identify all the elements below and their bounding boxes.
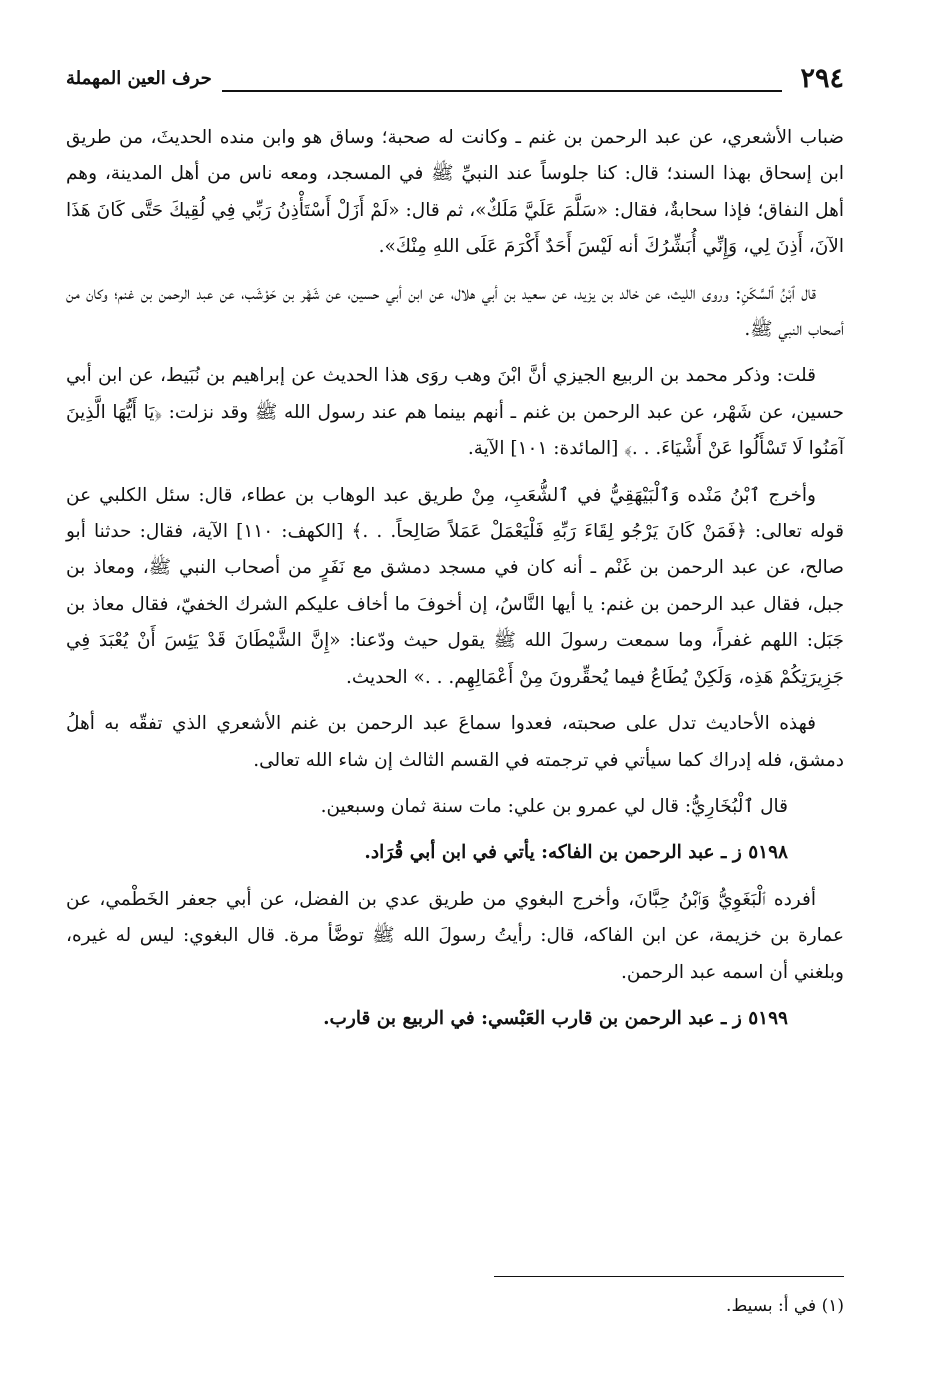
running-title: حرف العين المهملة <box>66 67 212 89</box>
paragraph: فهذه الأحاديث تدل على صحبته، فعدوا سماعَ عبد الرحمن بن غنم الأشعري الذي تفقّه به أهلُ دمشق، فله إدراك كما سيأتي في ترجمته في القسم الثالث إن شاء الله تعالى. <box>66 713 844 771</box>
paragraph: قال ٱلْبُخَارِيُّ: قال لي عمرو بن علي: مات سنة ثمان وسبعين. <box>320 795 788 817</box>
page-body <box>66 120 844 1047</box>
entry-heading: ٥١٩٩ ز ـ عبد الرحمن بن قارب العَبْسي: في الربيع بن قارب. <box>323 1007 788 1029</box>
paragraph: أفرده ٱلْبَغَوِيُّ وَٱبْنُ حِبَّانَ، وأخرج البغوي من طريق عدي بن الفضل، عن أبي جعفر الخَطْمي، عن عمارة بن خزيمة، عن ابن الفاكه، قال: رأيتُ رسولَ الله ﷺ توضَّأ مرة. قال البغوي: ليس له غيره، وبلغني أن اسمه عبد الرحمن. <box>66 888 844 983</box>
paragraph: قلت: وذكر محمد بن الربيع الجيزي أنَّ ابْنَ وهب روَى هذا الحديث عن إبراهيم بن نُبَيط، عن ابن أبي حسين، عن شَهْر، عن عبد الرحمن بن غنم ـ أنهم بينما هم عند رسول الله ﷺ وقد نزلت: ﴿يَا أَيُّهَا الَّذِينَ آمَنُوا لَا تَسْأَلُوا عَنْ أَشْيَاءَ. . .﴾ [المائدة: ١٠١] الآية. <box>66 365 844 460</box>
paragraph: قال ٱبْنُ ٱلسَّكَنِ: وروى الليث، عن خالد بن يزيد، عن سعيد بن أبي هلال، عن ابن أبي حسين، عن شَهْر بن حَوْشَب، عن عبد الرحمن بن غنم؛ وكان من أصحاب النبي ﷺ. <box>66 282 844 341</box>
entry-heading: ٥١٩٨ ز ـ عبد الرحمن بن الفاكه: يأتي في ابن أبي قُرَاد. <box>364 842 788 864</box>
page-header <box>66 58 844 98</box>
paragraph: ضباب الأشعري، عن عبد الرحمن بن غنم ـ وكانت له صحبة؛ وساق هو وابن منده الحديثَ، من طريق ابن إسحاق بهذا السند؛ قال: كنا جلوساً عند النبيِّ ﷺ في المسجد، ومعه ناس من أهل المدينة، وهم أهل النفاق؛ فإذا سحابةٌ، فقال: «سَلَّمَ عَلَيَّ مَلَكٌ»، ثم قال: «لَمْ أَزَلْ أَسْتَأْذِنُ رَبِّي فِي لُقِيكَ حَتَّى كَانَ هَذَا الآنَ، أَذِنَ لِي، وَإِنِّي أُبَشِّرُكَ أنه لَيْسَ أَحَدٌ أَكْرَمَ عَلَى اللهِ مِنْكَ». <box>66 127 844 258</box>
page-number: ٢٩٤ <box>800 62 844 94</box>
footnote-rule <box>494 1276 844 1277</box>
footnote: (١) في أ: بسيط. <box>726 1296 844 1316</box>
paragraph: وأخرج ٱبْنُ مَنْده وَٱلْبَيْهَقِيُّ في ٱلشُّعَبِ، مِنْ طريق عبد الوهاب بن عطاء، قال: سئل الكلبي عن قوله تعالى: ﴿فَمَنْ كَانَ يَرْجُو لِقَاءَ رَبِّهِ فَلْيَعْمَلْ عَمَلاً صَالِحاً. . .﴾ [الكهف: ١١٠] الآية، فقال: حدثنا أبو صالح، عن عبد الرحمن بن غَنْم ـ أنه كان في مسجد دمشق مع نَفَرٍ من أصحاب النبي ﷺ، ومعاذ بن جبل، فقال عبد الرحمن بن غنم: يا أيها النَّاسُ، إن أخوفَ ما أخاف عليكم الشرك الخفيّ، فقال معاذ بن جَبَل: اللهم غفراً، وما سمعت رسولَ الله ﷺ يقول حيث ودّعنا: «إِنَّ الشَّيْطَانَ قَدْ يَئِسَ أَنْ يُعْبَدَ فِي جَزِيرَتِكُمْ هَذِه، وَلَكِنْ يُطَاعُ فيما يُحقِّرونَ مِنْ أَعْمَالِهِم. . .» الحديث. <box>66 484 845 688</box>
header-rule <box>222 90 783 92</box>
